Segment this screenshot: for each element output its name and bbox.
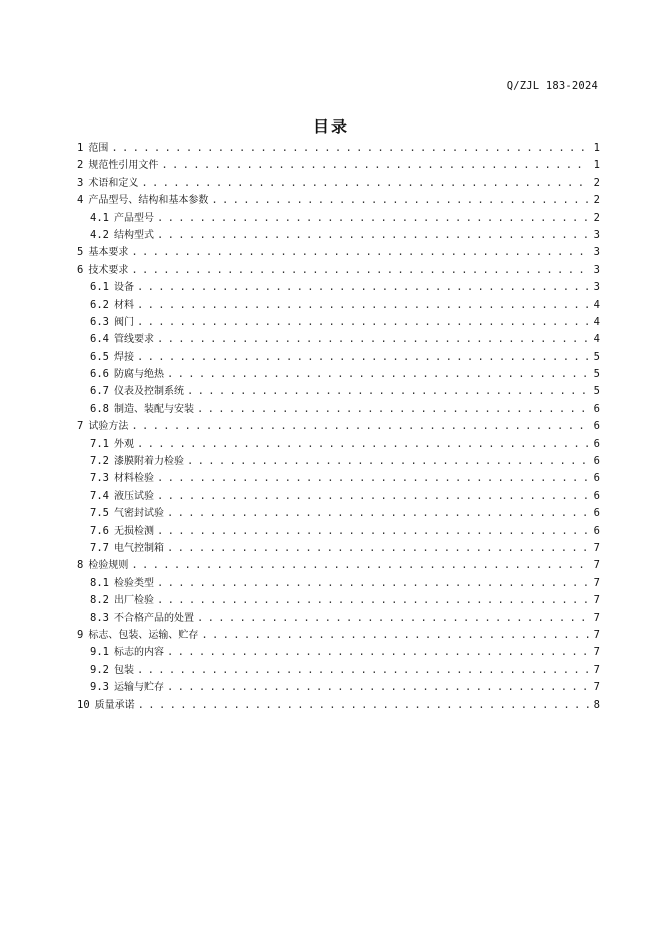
toc-entry[interactable] [77,488,600,505]
toc-entry[interactable] [77,227,600,244]
toc-entry-page: 7 [593,663,600,676]
toc-dot-leader [137,349,589,366]
toc-dot-leader [137,662,589,679]
toc-entry[interactable] [77,662,600,679]
toc-entry-number: 6.4 [90,333,109,346]
toc-entry-number: 3 [77,176,84,189]
toc-entry-number: 6.5 [90,350,109,363]
toc-entry[interactable] [77,349,600,366]
toc-entry-number: 6 [77,263,84,276]
toc-entry-page: 6 [593,507,600,520]
toc-entry-label: 产品型号 [113,212,154,224]
toc-dot-leader [131,557,589,574]
toc-entry-label: 结构型式 [113,229,154,241]
toc-entry[interactable] [77,627,600,644]
toc-entry-page: 7 [593,646,600,659]
toc-entry-number: 6.2 [90,298,109,311]
toc-entry-number: 9 [77,628,84,641]
toc-entry-number: 7.7 [90,541,109,554]
toc-dot-leader [167,679,589,696]
toc-entry-label: 术语和定义 [88,177,139,189]
toc-dot-leader [157,488,589,505]
toc-entry-page: 2 [593,211,600,224]
toc-entry[interactable] [77,418,600,435]
toc-dot-leader [137,436,589,453]
toc-entry-number: 8.2 [90,594,109,607]
toc-entry-page: 7 [593,628,600,641]
toc-entry-label: 防腐与绝热 [113,369,164,381]
table-of-contents [77,140,600,714]
toc-entry-label: 材料检验 [113,473,154,485]
toc-entry[interactable] [77,540,600,557]
toc-entry-label: 气密封试验 [113,508,164,520]
toc-dot-leader [211,192,589,209]
toc-dot-leader [167,540,589,557]
toc-entry[interactable] [77,383,600,400]
toc-entry-label: 焊接 [113,351,134,363]
toc-entry[interactable] [77,697,600,714]
toc-entry-page: 3 [593,281,600,294]
toc-dot-leader [111,140,589,157]
toc-entry[interactable] [77,592,600,609]
toc-dot-leader [161,157,589,174]
toc-entry-page: 6 [593,402,600,415]
toc-entry-label: 出厂检验 [113,595,154,607]
toc-entry[interactable] [77,331,600,348]
toc-dot-leader [137,297,589,314]
toc-dot-leader [157,331,589,348]
toc-dot-leader [197,401,589,418]
toc-entry-number: 9.1 [90,646,109,659]
toc-entry-number: 9.2 [90,663,109,676]
toc-entry-page: 3 [593,246,600,259]
toc-entry-number: 7.4 [90,489,109,502]
toc-entry-label: 范围 [88,143,109,154]
toc-entry-label: 设备 [113,282,134,294]
toc-dot-leader [167,644,589,661]
toc-entry-page: 6 [593,489,600,502]
toc-entry[interactable] [77,210,600,227]
toc-entry-page: 7 [593,611,600,624]
toc-entry-number: 4.2 [90,228,109,241]
toc-entry-page: 1 [593,142,600,154]
toc-dot-leader [187,383,589,400]
toc-entry-label: 阀门 [113,316,134,328]
toc-entry-label: 试验方法 [88,421,129,433]
document-code: Q/ZJL 183-2024 [506,80,598,92]
toc-entry-label: 材料 [113,299,134,311]
toc-entry-label: 标志的内容 [113,647,164,659]
toc-entry-number: 10 [77,698,90,711]
toc-entry-number: 8 [77,559,84,572]
toc-entry-label: 仪表及控制系统 [113,386,184,398]
toc-dot-leader [138,697,589,714]
toc-entry-label: 管线要求 [113,334,154,346]
toc-entry[interactable] [77,192,600,209]
toc-entry-page: 1 [593,159,600,172]
toc-entry-page: 2 [593,194,600,207]
toc-entry-label: 液压试验 [113,490,154,502]
toc-entry[interactable] [77,679,600,696]
toc-entry-page: 3 [593,228,600,241]
toc-entry[interactable] [77,436,600,453]
toc-dot-leader [157,470,589,487]
toc-entry-label: 产品型号、结构和基本参数 [88,195,209,207]
toc-dot-leader [137,314,589,331]
toc-entry[interactable] [77,557,600,574]
toc-dot-leader [157,575,589,592]
toc-entry-page: 4 [593,315,600,328]
toc-entry-page: 5 [593,385,600,398]
toc-entry-page: 6 [593,420,600,433]
toc-entry-number: 7.3 [90,472,109,485]
toc-entry-number: 7.1 [90,437,109,450]
toc-entry-label: 规范性引用文件 [88,160,159,172]
toc-dot-leader [141,175,589,192]
toc-entry-page: 5 [593,350,600,363]
toc-entry-page: 7 [593,594,600,607]
toc-entry-number: 4.1 [90,211,109,224]
toc-entry-page: 7 [593,541,600,554]
toc-entry[interactable] [77,297,600,314]
toc-entry-page: 5 [593,368,600,381]
toc-entry-label: 标志、包装、运输、贮存 [88,629,199,641]
toc-entry[interactable] [77,244,600,261]
toc-dot-leader [157,227,589,244]
toc-entry-label: 包装 [113,664,134,676]
toc-entry-page: 6 [593,437,600,450]
toc-entry[interactable] [77,314,600,331]
toc-entry[interactable] [77,401,600,418]
toc-entry-number: 7.5 [90,507,109,520]
toc-entry-number: 6.6 [90,368,109,381]
toc-entry[interactable] [77,140,600,157]
toc-dot-leader [167,366,589,383]
toc-entry-label: 漆膜附着力检验 [113,456,184,468]
toc-entry-page: 2 [593,176,600,189]
toc-entry-number: 6.3 [90,315,109,328]
toc-entry[interactable] [77,453,600,470]
toc-entry[interactable] [77,262,600,279]
toc-entry-label: 技术要求 [88,264,129,276]
toc-entry-label: 无损检测 [113,525,154,537]
toc-dot-leader [131,244,589,261]
toc-entry-label: 外观 [113,438,134,450]
toc-entry-number: 7.2 [90,455,109,468]
toc-entry-number: 8.3 [90,611,109,624]
toc-entry-page: 7 [593,576,600,589]
toc-entry[interactable] [77,523,600,540]
toc-entry-page: 7 [593,681,600,694]
toc-entry-label: 检验类型 [113,577,154,589]
toc-entry-number: 7 [77,420,84,433]
toc-dot-leader [187,453,589,470]
toc-entry-page: 6 [593,524,600,537]
toc-entry-page: 6 [593,472,600,485]
toc-dot-leader [157,210,589,227]
toc-entry[interactable] [77,575,600,592]
toc-dot-leader [131,262,589,279]
toc-entry-page: 4 [593,333,600,346]
toc-dot-leader [137,279,589,296]
toc-entry[interactable] [77,644,600,661]
toc-entry-label: 不合格产品的处置 [113,612,194,624]
toc-entry[interactable] [77,470,600,487]
toc-entry-label: 电气控制箱 [113,542,164,554]
toc-entry-page: 8 [593,698,600,711]
toc-entry[interactable] [77,505,600,522]
toc-entry-number: 8.1 [90,576,109,589]
toc-entry-page: 6 [593,455,600,468]
toc-dot-leader [157,523,589,540]
toc-entry-number: 6.1 [90,281,109,294]
toc-entry-page: 3 [593,263,600,276]
toc-entry-label: 质量承诺 [94,699,135,711]
toc-entry-label: 基本要求 [88,247,129,259]
toc-entry-label: 检验规则 [88,560,129,572]
toc-entry[interactable] [77,175,600,192]
toc-entry-number: 6.7 [90,385,109,398]
toc-entry[interactable] [77,610,600,627]
toc-dot-leader [201,627,589,644]
toc-entry-number: 5 [77,246,84,259]
toc-entry-label: 制造、装配与安装 [113,403,194,415]
toc-entry[interactable] [77,279,600,296]
toc-dot-leader [131,418,589,435]
toc-entry-number: 4 [77,194,84,207]
toc-entry-number: 6.8 [90,402,109,415]
toc-entry[interactable] [77,157,600,174]
toc-dot-leader [197,610,589,627]
toc-entry-page: 7 [593,559,600,572]
toc-entry[interactable] [77,366,600,383]
toc-dot-leader [157,592,589,609]
toc-entry-number: 9.3 [90,681,109,694]
toc-entry-number: 2 [77,159,84,172]
toc-entry-number: 7.6 [90,524,109,537]
toc-entry-number: 1 [77,142,84,154]
toc-entry-page: 4 [593,298,600,311]
toc-title: 目录 [312,117,349,136]
toc-entry-label: 运输与贮存 [113,682,164,694]
toc-dot-leader [167,505,589,522]
